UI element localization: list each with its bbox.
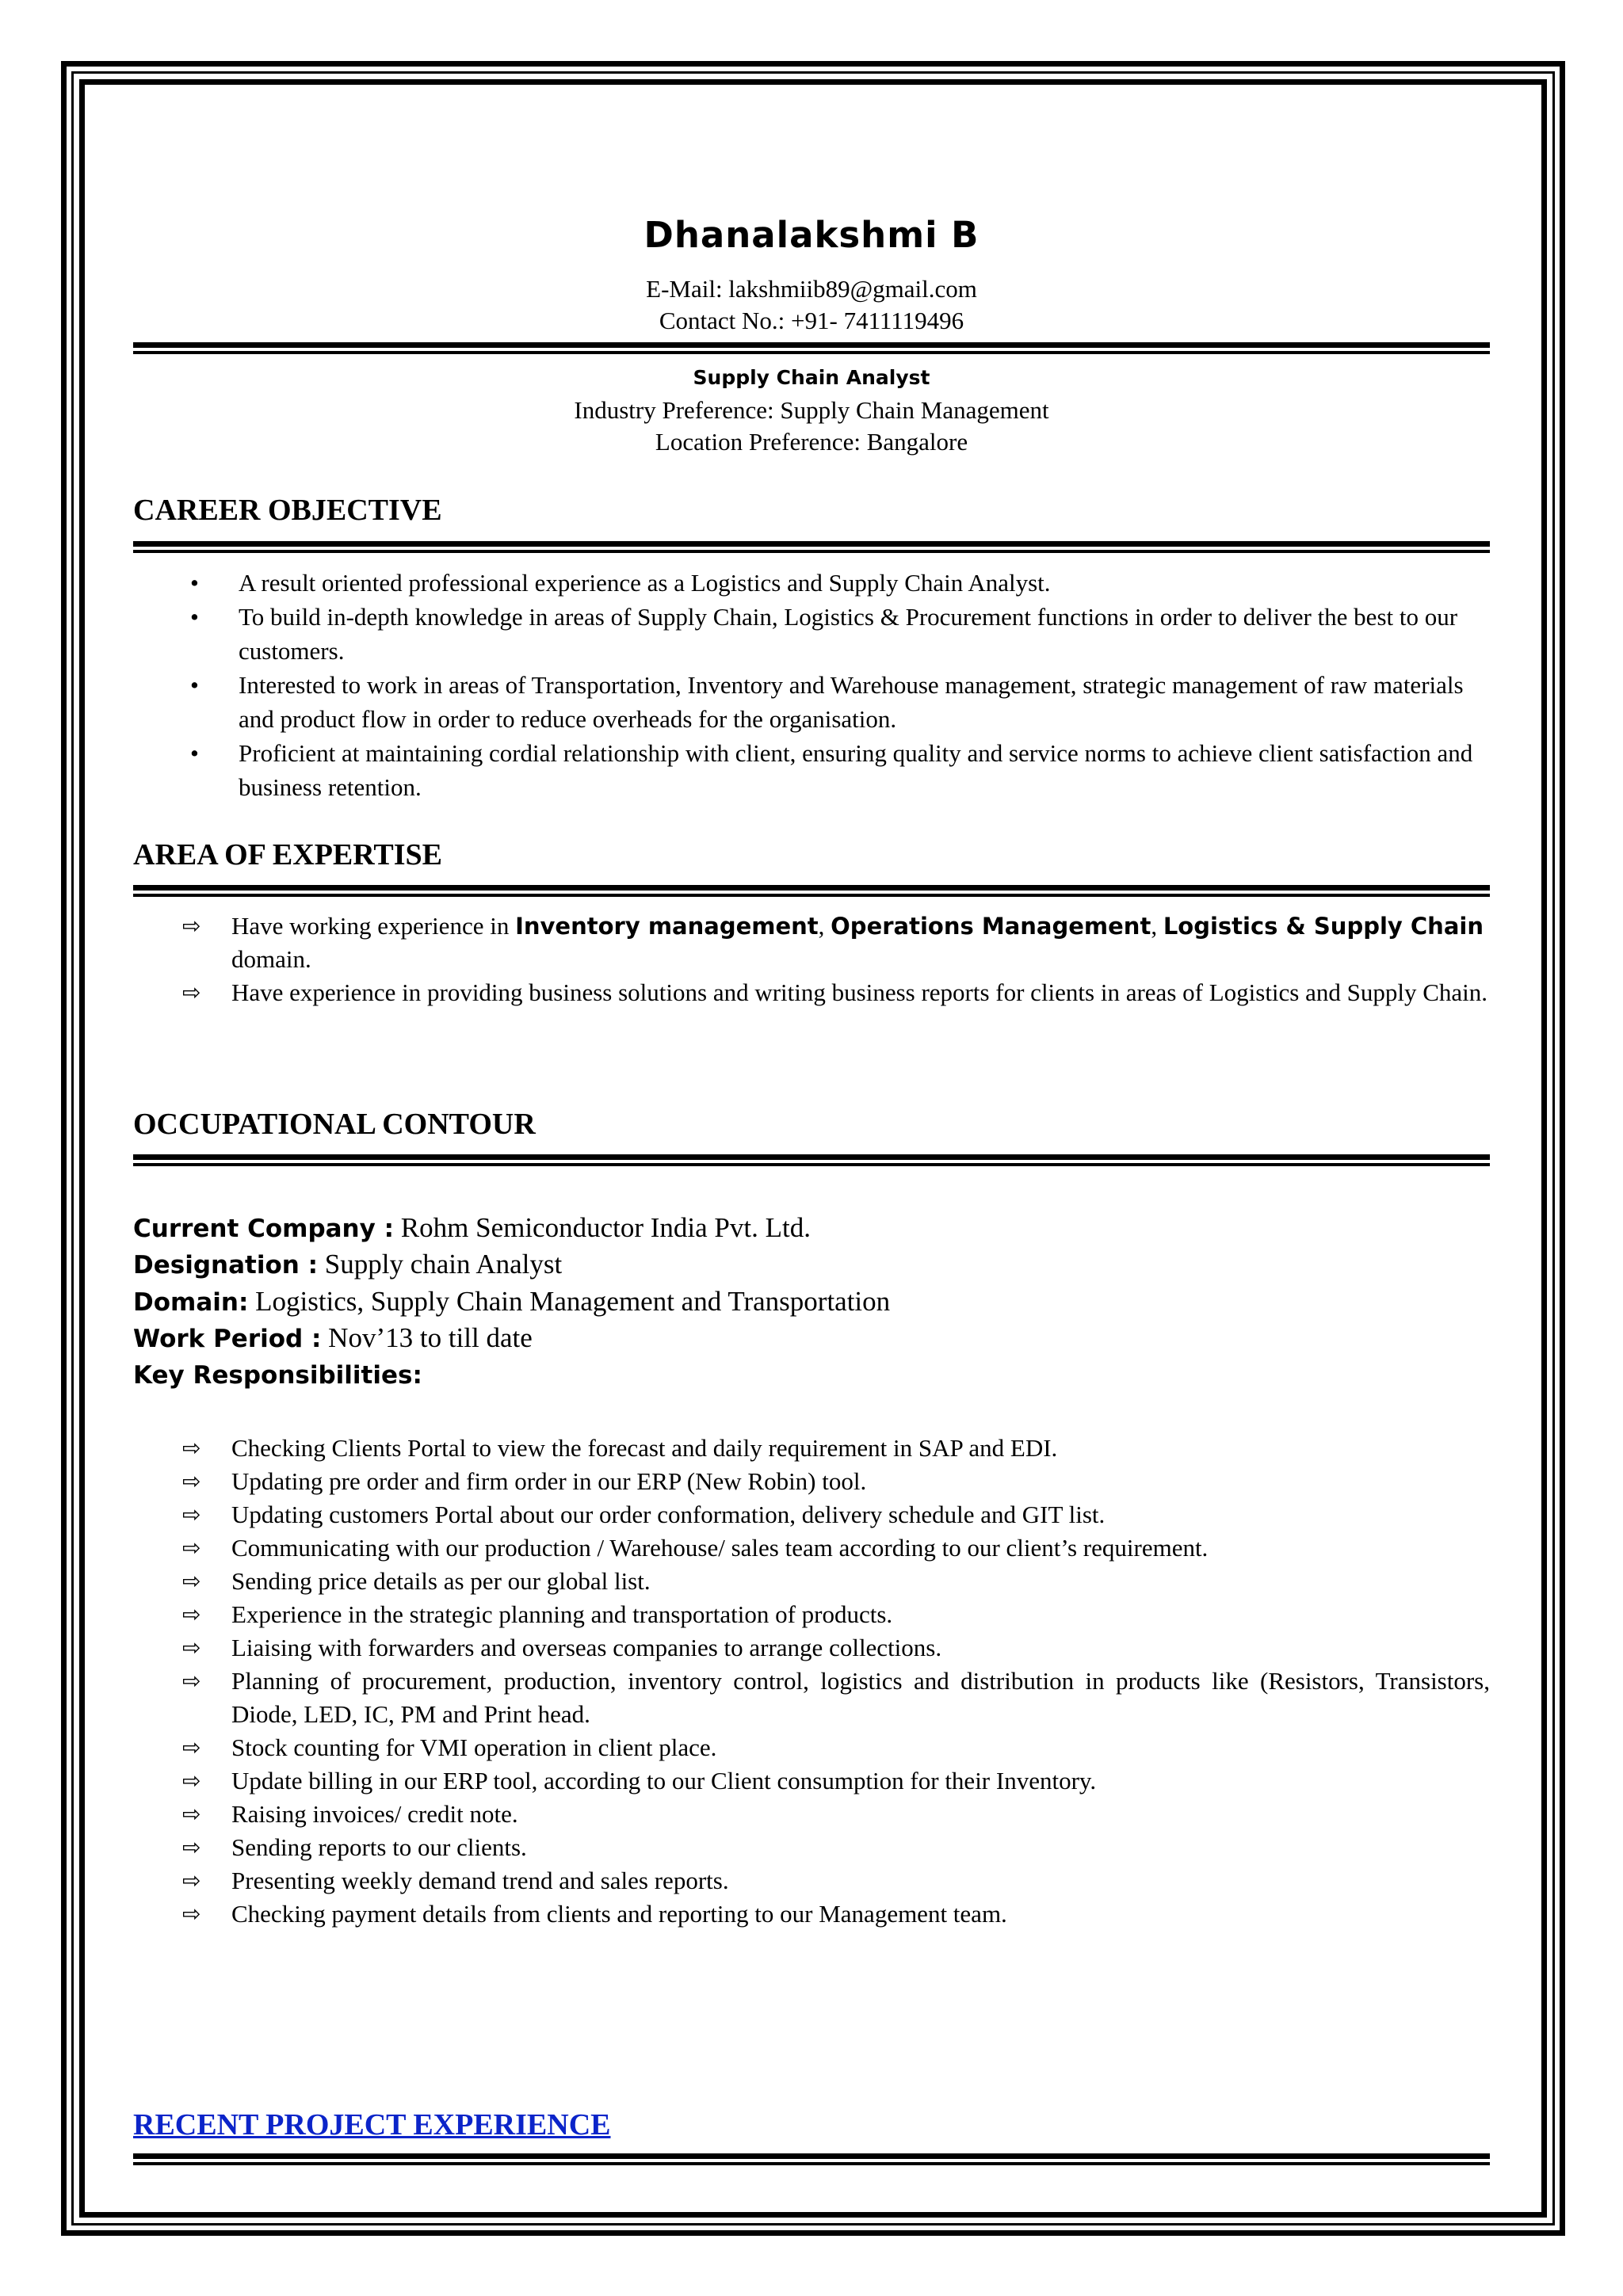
career-objective-divider: [133, 541, 1490, 553]
list-item: ⇨ Liaising with forwarders and overseas companies to arrange collections.: [133, 1631, 1490, 1665]
recent-project-divider: [133, 2153, 1490, 2165]
key-responsibilities-label: Key Responsibilities:: [133, 1361, 422, 1390]
list-item: ⇨ Update billing in our ERP tool, according to our Client consumption for their Inventory.: [133, 1764, 1490, 1798]
arrow-right-icon: ⇨: [182, 1768, 201, 1794]
list-item: ⇨ Communicating with our production / Warehouse/ sales team according to our client’s requirement.: [133, 1531, 1490, 1565]
bullet-icon: •: [190, 739, 199, 767]
arrow-right-icon: ⇨: [182, 1867, 201, 1894]
arrow-right-icon: ⇨: [182, 913, 201, 939]
current-company: Current Company : Rohm Semiconductor India Pvt. Ltd.: [133, 1212, 811, 1243]
domain: Domain: Logistics, Supply Chain Management and Transportation: [133, 1286, 891, 1317]
area-of-expertise-divider: [133, 885, 1490, 897]
list-item: ⇨ Raising invoices/ credit note.: [133, 1798, 1490, 1831]
contact-number-line: Contact No.: +91- 7411119496: [659, 307, 964, 334]
designation: Designation : Supply chain Analyst: [133, 1249, 563, 1280]
arrow-right-icon: ⇨: [182, 1834, 201, 1860]
list-item: ⇨ Presenting weekly demand trend and sales reports.: [133, 1864, 1490, 1897]
header-divider: [133, 342, 1490, 354]
arrow-right-icon: ⇨: [182, 1634, 201, 1661]
arrow-right-icon: ⇨: [182, 1901, 201, 1927]
arrow-right-icon: ⇨: [182, 1468, 201, 1494]
list-item: • A result oriented professional experience as a Logistics and Supply Chain Analyst.: [133, 566, 1490, 600]
bullet-icon: •: [190, 671, 199, 699]
occupational-contour-divider: [133, 1154, 1490, 1166]
list-item: ⇨ Checking payment details from clients and reporting to our Management team.: [133, 1897, 1490, 1931]
location-preference: Location Preference: Bangalore: [655, 428, 968, 456]
arrow-right-icon: ⇨: [182, 1801, 201, 1827]
career-objective-list: [133, 566, 1490, 804]
list-item: ⇨ Sending price details as per our global list.: [133, 1565, 1490, 1598]
arrow-right-icon: ⇨: [182, 1568, 201, 1594]
list-item: ⇨ Have experience in providing business solutions and writing business reports for clients in areas of Logistics and Supply Chain.: [133, 976, 1490, 1009]
recent-project-experience-link[interactable]: RECENT PROJECT EXPERIENCE: [133, 2108, 611, 2142]
list-item: • Interested to work in areas of Transportation, Inventory and Warehouse management, strategic management of raw materials and product flow in order to reduce overheads for the organisation.: [133, 668, 1490, 736]
list-item: ⇨ Have working experience in Inventory management, Operations Management, Logistics & Supply Chain domain.: [133, 910, 1490, 976]
list-item: ⇨ Checking Clients Portal to view the forecast and daily requirement in SAP and EDI.: [133, 1432, 1490, 1465]
list-item: ⇨ Planning of procurement, production, inventory control, logistics and distribution in products like (Resistors, Transistors, Diode, LED, IC, PM and Print head.: [133, 1665, 1490, 1731]
bullet-icon: •: [190, 603, 199, 631]
arrow-right-icon: ⇨: [182, 1668, 201, 1694]
email-line: E-Mail: lakshmiib89@gmail.com: [646, 275, 977, 303]
arrow-right-icon: ⇨: [182, 1601, 201, 1627]
list-item: ⇨ Experience in the strategic planning and transportation of products.: [133, 1598, 1490, 1631]
arrow-right-icon: ⇨: [182, 1535, 201, 1561]
arrow-right-icon: ⇨: [182, 1501, 201, 1527]
list-item: ⇨ Updating customers Portal about our order conformation, delivery schedule and GIT list.: [133, 1498, 1490, 1531]
list-item: ⇨ Updating pre order and firm order in our ERP (New Robin) tool.: [133, 1465, 1490, 1498]
key-responsibilities-list: [133, 1432, 1490, 1931]
bullet-icon: •: [190, 569, 199, 597]
list-item: ⇨ Stock counting for VMI operation in client place.: [133, 1731, 1490, 1764]
area-of-expertise-list: [133, 910, 1490, 1009]
career-objective-heading: CAREER OBJECTIVE: [133, 494, 442, 527]
occupational-contour-heading: OCCUPATIONAL CONTOUR: [133, 1108, 536, 1141]
job-title: Supply Chain Analyst: [693, 366, 930, 389]
arrow-right-icon: ⇨: [182, 1734, 201, 1760]
industry-preference: Industry Preference: Supply Chain Management: [574, 396, 1049, 424]
arrow-right-icon: ⇨: [182, 979, 201, 1005]
candidate-name: Dhanalakshmi B: [643, 214, 980, 256]
list-item: • To build in-depth knowledge in areas of Supply Chain, Logistics & Procurement functions in order to deliver the best to our customers.: [133, 600, 1490, 668]
list-item: • Proficient at maintaining cordial relationship with client, ensuring quality and service norms to achieve client satisfaction and business retention.: [133, 736, 1490, 804]
work-period: Work Period : Nov’13 to till date: [133, 1322, 533, 1353]
arrow-right-icon: ⇨: [182, 1435, 201, 1461]
area-of-expertise-heading: AREA OF EXPERTISE: [133, 838, 443, 871]
list-item: ⇨ Sending reports to our clients.: [133, 1831, 1490, 1864]
